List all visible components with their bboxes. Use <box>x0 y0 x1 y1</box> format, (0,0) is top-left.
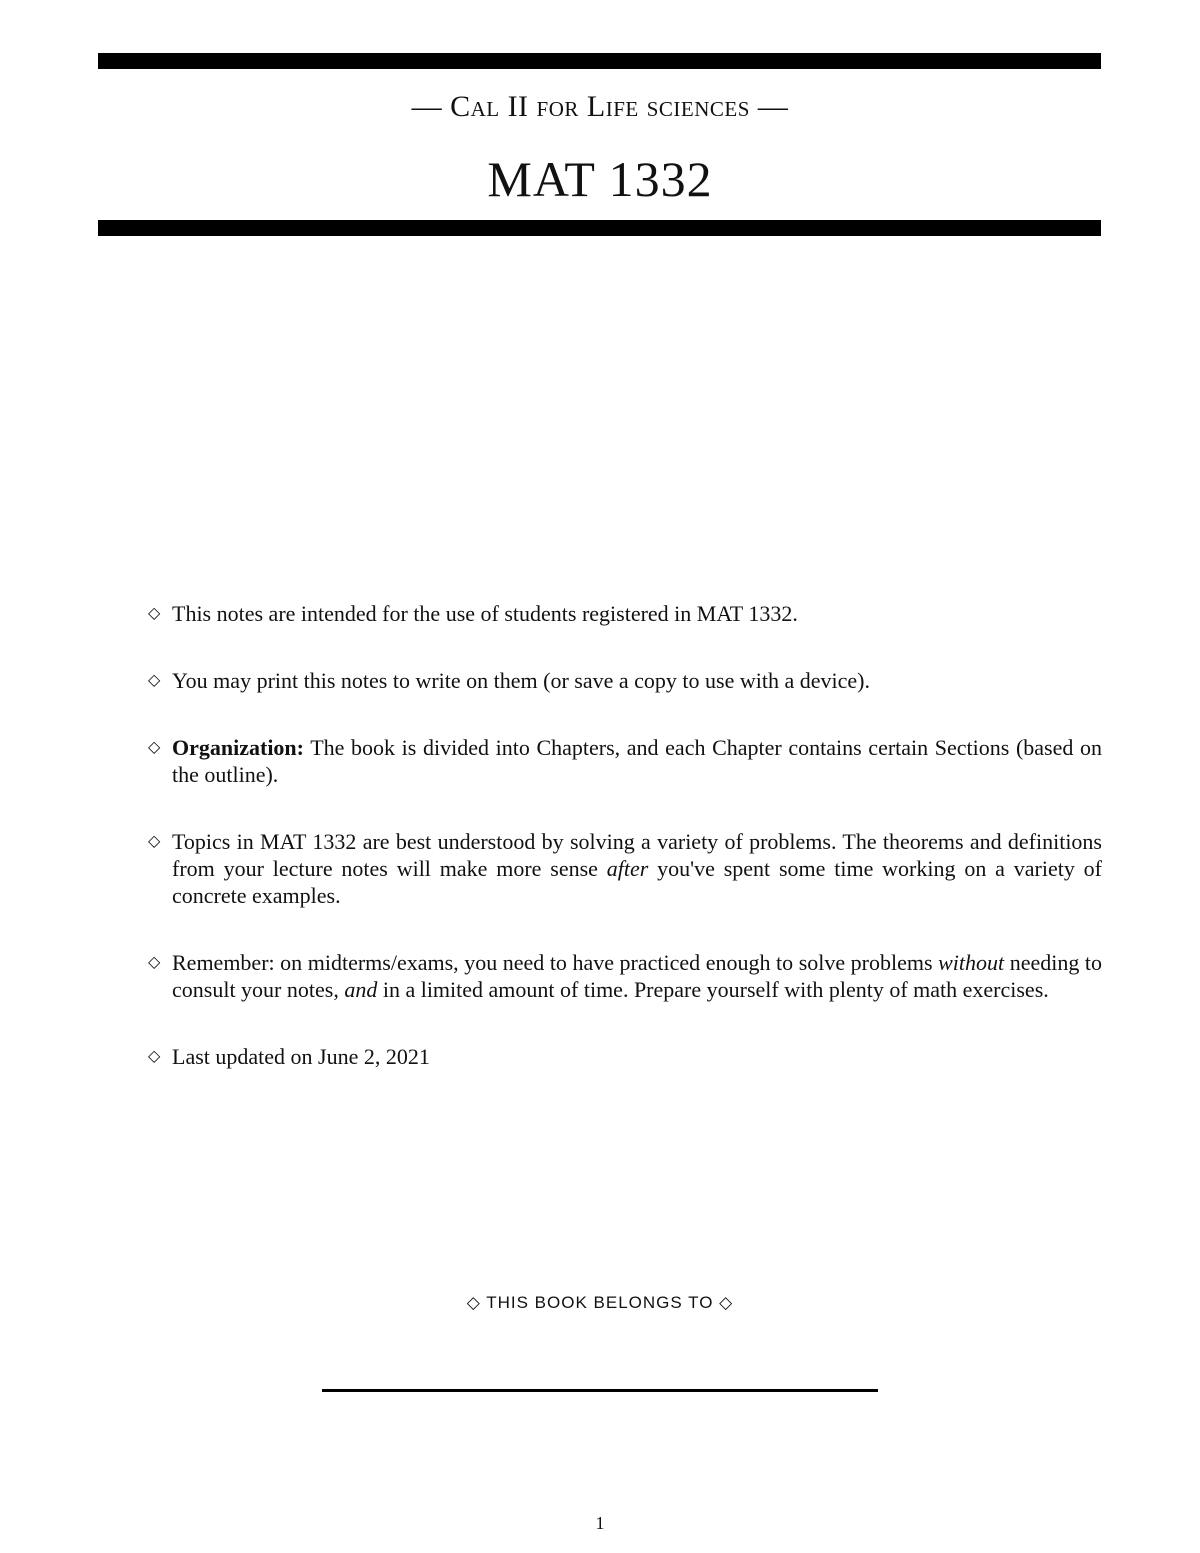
page-number: 1 <box>595 1513 605 1533</box>
diamond-bullet-icon: ◇ <box>148 833 161 850</box>
course-title: MAT 1332 <box>487 151 713 207</box>
note-emphasis: after <box>606 856 649 881</box>
note-emphasis: and <box>344 977 378 1002</box>
note-item <box>148 667 1102 694</box>
book-owner-heading: ◇ THIS BOOK BELONGS TO ◇ <box>466 1293 734 1312</box>
diamond-bullet-icon: ◇ <box>148 954 161 971</box>
note-item <box>148 600 1102 627</box>
notes-list <box>148 600 1102 1070</box>
note-text: This notes are intended for the use of students registered in MAT 1332. <box>172 601 798 626</box>
note-text: The book is divided into Chapters, and each Chapter contains certain Sections (based on the outline). <box>172 735 1102 787</box>
note-item <box>148 949 1102 1003</box>
bottom-rule <box>98 220 1101 236</box>
note-item <box>148 1043 1102 1070</box>
note-item <box>148 734 1102 788</box>
note-text: Remember: on midterms/exams, you need to have practiced enough to solve problems <box>172 950 939 975</box>
diamond-bullet-icon: ◇ <box>148 672 161 689</box>
course-subtitle: — Cal II for Life sciences — <box>411 90 789 123</box>
note-emphasis: without <box>938 950 1005 975</box>
note-text: needing to consult your notes, <box>172 950 1102 1002</box>
note-label: Organization: <box>172 735 304 760</box>
diamond-bullet-icon: ◇ <box>148 739 161 756</box>
top-rule <box>98 53 1101 69</box>
note-text: Topics in MAT 1332 are best understood by solving a variety of problems. The theorems and definitions from your lecture notes will make more sense <box>172 829 1102 881</box>
owner-signature-line <box>322 1389 878 1392</box>
note-item <box>148 828 1102 909</box>
diamond-bullet-icon: ◇ <box>148 1048 161 1065</box>
diamond-bullet-icon: ◇ <box>148 605 161 622</box>
note-text: in a limited amount of time. Prepare yourself with plenty of math exercises. <box>377 977 1049 1002</box>
note-text: you've spent some time working on a variety of concrete examples. <box>172 856 1102 908</box>
last-updated: Last updated on June 2, 2021 <box>172 1044 430 1069</box>
note-text: You may print this notes to write on them (or save a copy to use with a device). <box>172 668 870 693</box>
